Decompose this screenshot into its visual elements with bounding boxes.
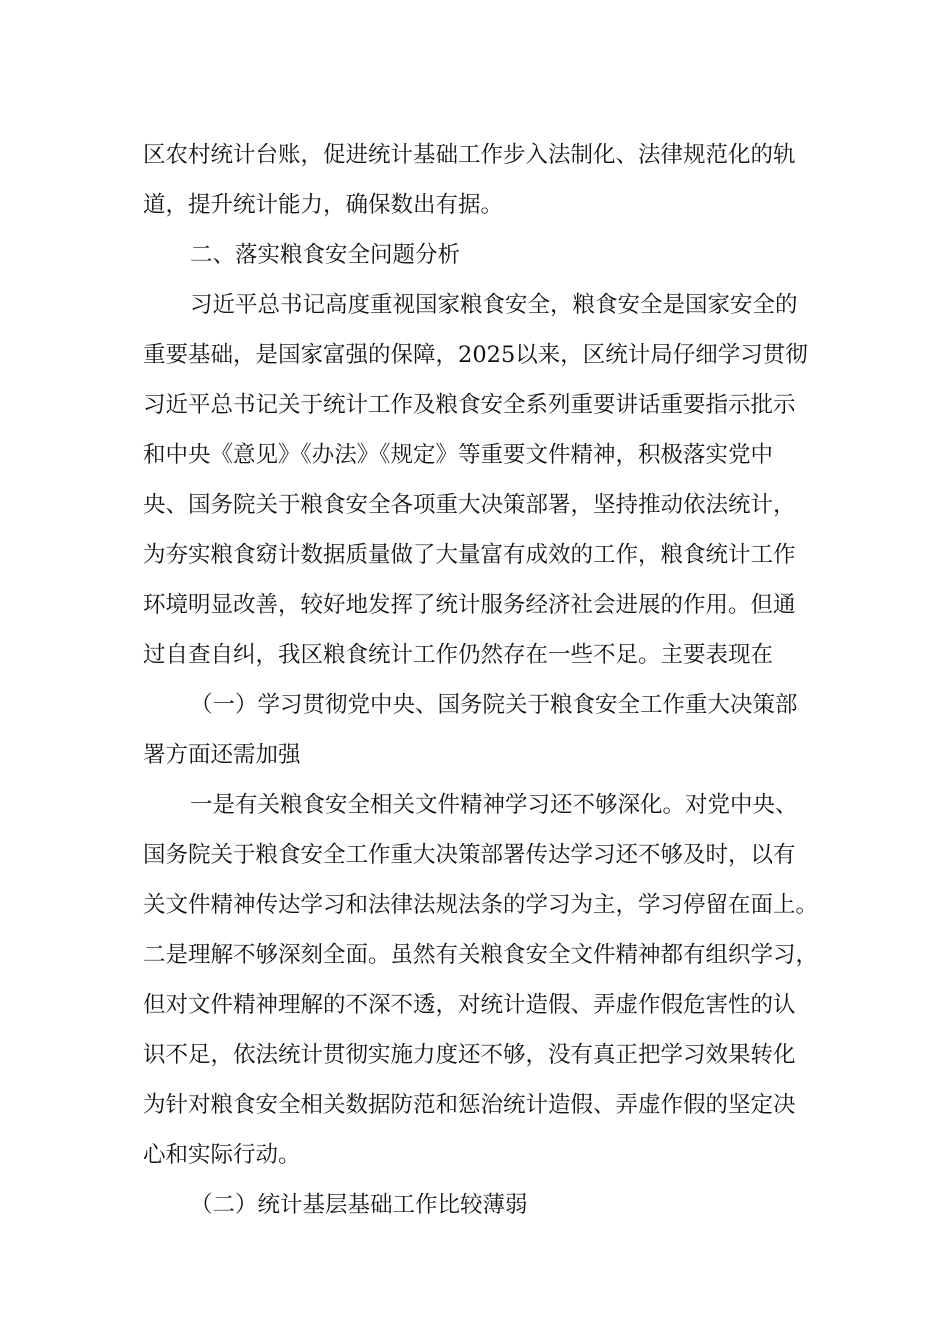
subsection-heading: （二）统计基层基础工作比较薄弱 <box>190 1192 528 1218</box>
text-line: 关文件精神传达学习和法律法规法条的学习为主，学习停留在面上。 <box>143 892 819 918</box>
text-line: 习近平总书记关于统计工作及粮食安全系列重要讲话重要指示批示 <box>143 392 796 418</box>
text-line: 心和实际行动。 <box>143 1142 301 1168</box>
section-heading: 二、落实粮食安全问题分析 <box>190 242 461 268</box>
subsection-heading-continued: 署方面还需加强 <box>143 742 301 768</box>
subsection-heading: （一）学习贯彻党中央、国务院关于粮食安全工作重大决策部 <box>190 692 798 718</box>
text-line: 为夯实粮食窈计数据质量做了大量富有成效的工作，粮食统计工作 <box>143 542 796 568</box>
text-line: 为针对粮食安全相关数据防范和惩治统计造假、弄虚作假的坚定决 <box>143 1092 796 1118</box>
text-line: 习近平总书记高度重视国家粮食安全，粮食安全是国家安全的 <box>190 292 798 318</box>
text-line: 但对文件精神理解的不深不透，对统计造假、弄虚作假危害性的认 <box>143 992 796 1018</box>
text-line: 和中央《意见》《办法》《规定》等重要文件精神，积极落实党中 <box>143 442 774 468</box>
text-line: 一是有关粮食安全相关文件精神学习还不够深化。对党中央、 <box>190 792 798 818</box>
text-line: 识不足，依法统计贯彻实施力度还不够，没有真正把学习效果转化 <box>143 1042 796 1068</box>
text-line: 道，提升统计能力，确保数出有据。 <box>143 192 504 218</box>
text-line: 重要基础，是国家富强的保障，2025以来，区统计局仔细学习贯彻 <box>143 342 808 368</box>
text-line: 二是理解不够深刻全面。虽然有关粮食安全文件精神都有组织学习， <box>143 942 819 968</box>
text-line: 环境明显改善，较好地发挥了统计服务经济社会进展的作用。但通 <box>143 592 796 618</box>
text-line: 区农村统计台账，促进统计基础工作步入法制化、法律规范化的轨 <box>143 142 796 168</box>
text-line: 央、国务院关于粮食安全各项重大决策部署，坚持推动依法统计， <box>143 492 796 518</box>
text-line: 过自查自纠，我区粮食统计工作仍然存在一些不足。主要表现在 <box>143 642 774 668</box>
text-line: 国务院关于粮食安全工作重大决策部署传达学习还不够及时，以有 <box>143 842 796 868</box>
